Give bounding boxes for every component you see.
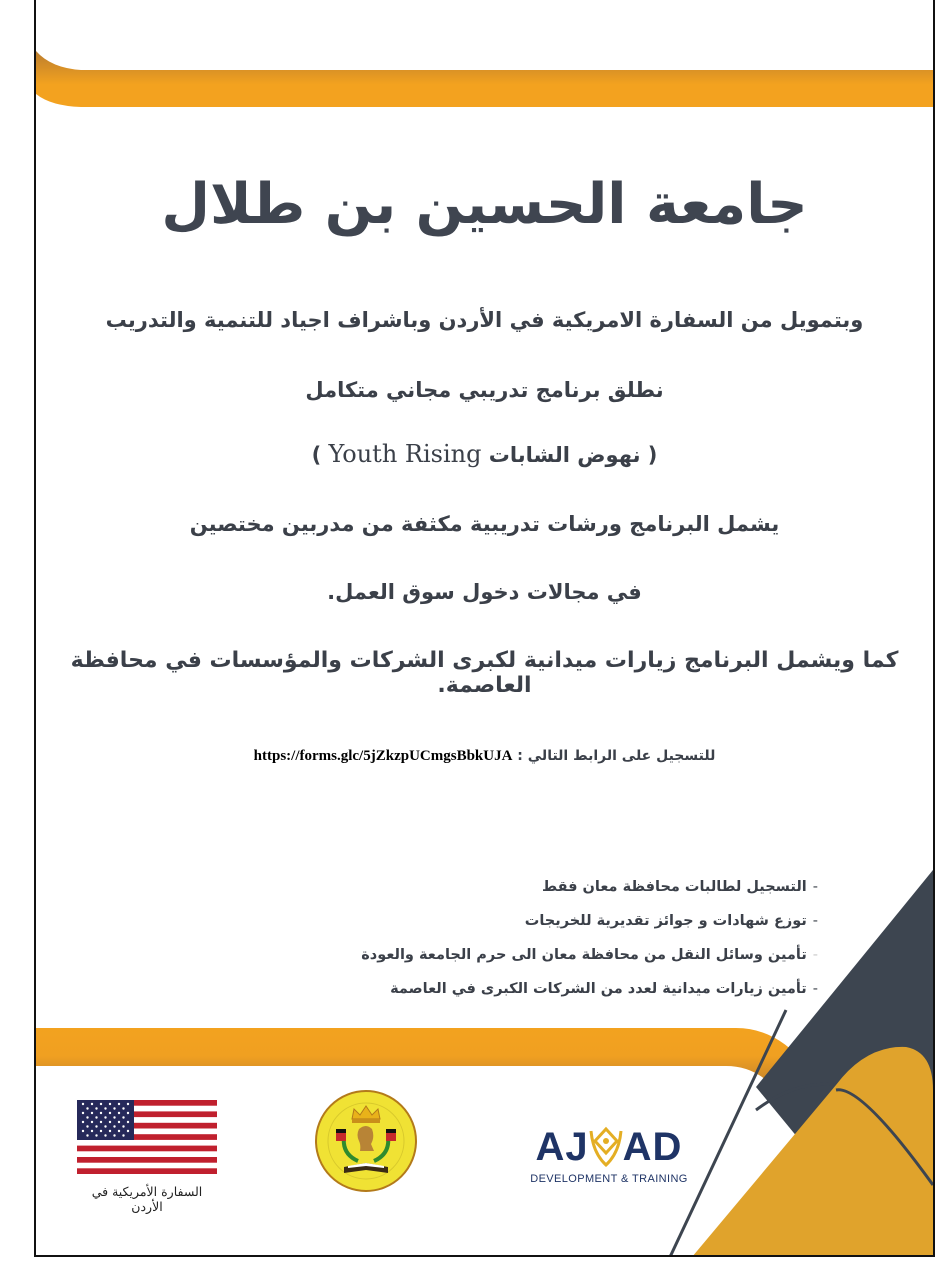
program-workshops: يشمل البرنامج ورشات تدريبية مكثفة من مدربين مختصين: [189, 512, 780, 536]
funding-statement: وبتمويل من السفارة الامريكية في الأردن وباشراف اجياد للتنمية والتدريب: [105, 308, 864, 332]
program-name-english: Youth Rising: [328, 440, 482, 468]
university-title: جامعة الحسين بن طلال: [161, 172, 808, 237]
registration-link[interactable]: https://forms.glc/5jZkzpUCmgsBbkUJA: [253, 748, 513, 764]
ajyad-emblem-icon: [589, 1125, 623, 1169]
university-seal-logo: [314, 1089, 418, 1197]
us-flag-icon: [77, 1100, 217, 1174]
us-embassy-logo: [76, 1100, 218, 1214]
embassy-caption: السفارة الأمريكية في الأردن: [91, 1184, 203, 1214]
bottom-orange-band: [36, 1028, 806, 1090]
registration-label: للتسجيل على الرابط التالي :: [517, 748, 716, 764]
program-visits: كما ويشمل البرنامج زيارات ميدانية لكبرى الشركات والمؤسسات في محافظة العاصمة.: [70, 648, 899, 698]
list-item: -التسجيل لطالبات محافظة معان فقط: [542, 879, 818, 895]
list-item: -توزع شهادات و جوائز تقديرية للخريجات: [524, 913, 818, 929]
conditions-list: [361, 870, 818, 1006]
ajyad-word-left: AJ: [535, 1124, 589, 1169]
registration-line: [36, 748, 933, 765]
program-fields: في مجالات دخول سوق العمل.: [327, 580, 642, 604]
top-orange-band: [36, 51, 933, 107]
program-name-arabic: نهوض الشابات: [488, 443, 641, 467]
list-item: -تأمين زيارات ميدانية لعدد من الشركات الكبرى في العاصمة: [390, 981, 818, 997]
program-intro: نطلق برنامج تدريبي مجاني متكامل: [305, 378, 664, 402]
list-item: -تأمين وسائل النقل من محافظة معان الى حرم الجامعة والعودة: [361, 947, 818, 963]
program-name: ( نهوض الشابات Youth Rising ): [311, 440, 658, 468]
ajyad-logo: [509, 1124, 709, 1185]
ajyad-word-right: AD: [622, 1124, 683, 1169]
ajyad-subtitle: DEVELOPMENT & TRAINING: [530, 1173, 688, 1185]
university-seal-icon: [314, 1089, 418, 1193]
flyer-page: [34, 0, 935, 1257]
